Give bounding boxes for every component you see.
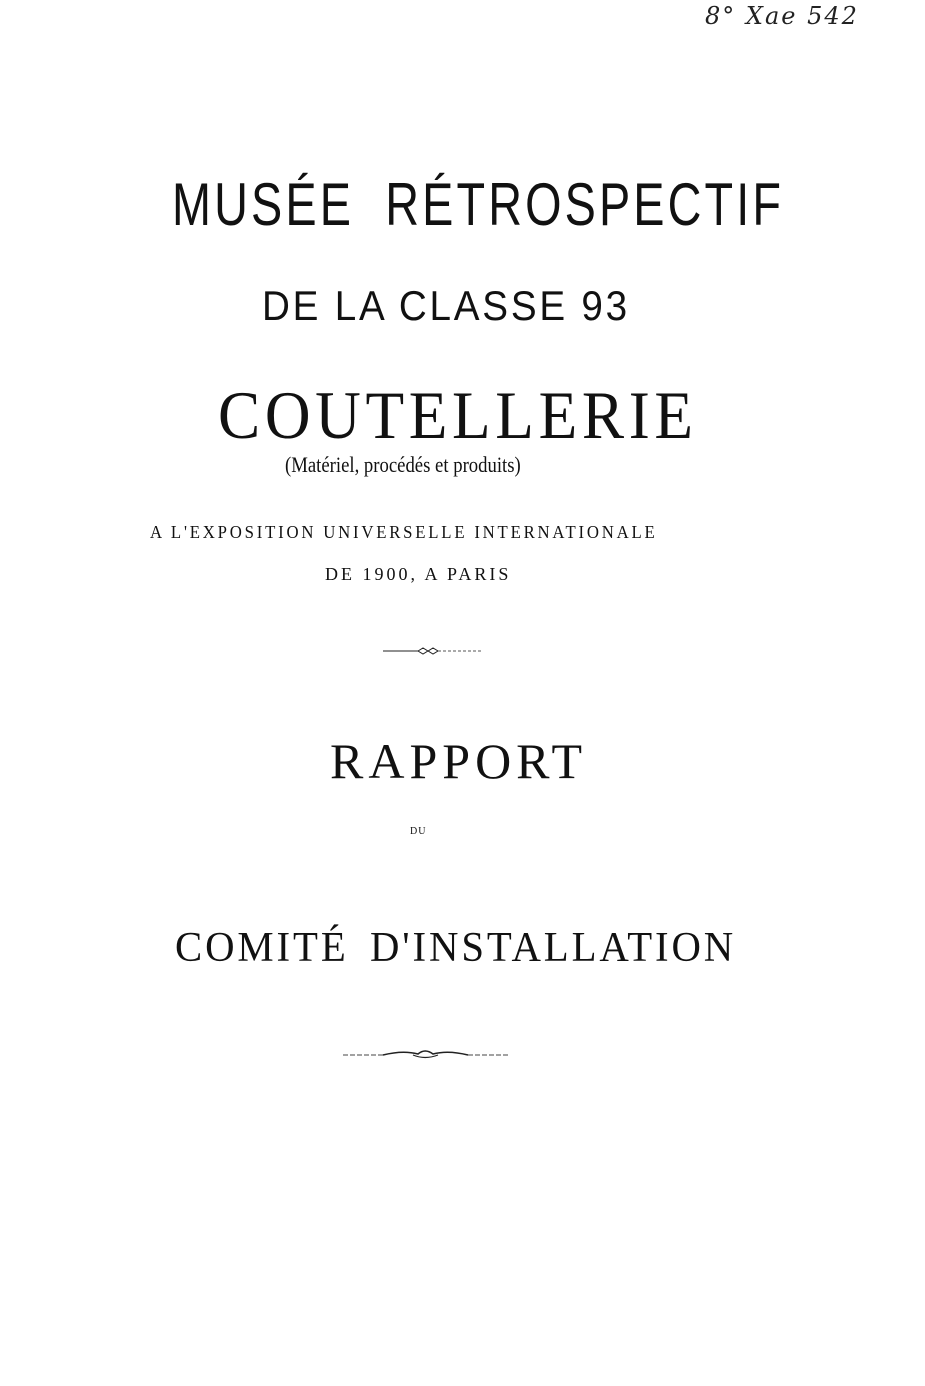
report-heading: RAPPORT [330,733,588,789]
committee-word-comite: COMITÉ [175,925,349,971]
ornament-divider-icon [383,646,483,656]
report-connector: DU [410,826,427,837]
handwritten-shelfmark: 8° Xae 542 [705,2,859,30]
ornament-flourish-icon [343,1046,508,1062]
exposition-line: A L'EXPOSITION UNIVERSELLE INTERNATIONALE [150,522,658,542]
committee-heading [175,924,736,972]
title-musee-retrospectif [172,170,784,239]
committee-word-installation: D'INSTALLATION [369,925,737,971]
subtitle: (Matériel, procédés et produits) [285,452,521,477]
title-word-retrospectif: RÉTROSPECTIF [385,171,785,238]
title-classe: DE LA CLASSE 93 [262,282,630,329]
title-coutellerie: COUTELLERIE [218,377,698,453]
exposition-date-line: DE 1900, A PARIS [325,564,512,584]
title-word-musee: MUSÉE [172,171,355,238]
